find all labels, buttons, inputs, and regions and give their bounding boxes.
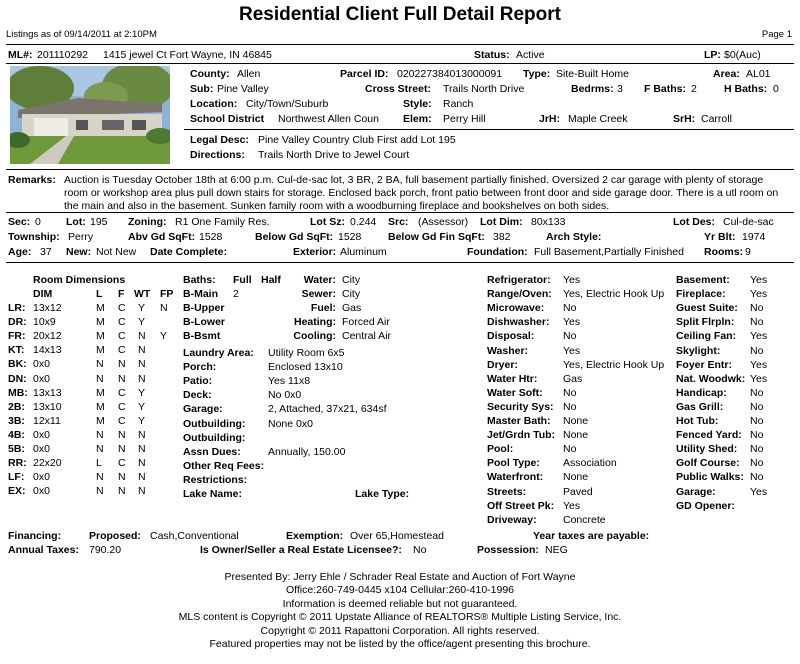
appliance-label: Washer: (487, 344, 529, 357)
appliance-label: Jet/Grdn Tub: (487, 429, 556, 442)
room-level: M (96, 330, 105, 343)
listings-as-of: Listings as of 09/14/2011 at 2:10PM (6, 29, 157, 40)
utility-value: City (342, 288, 361, 301)
year-taxes-label: Year taxes are payable: (533, 530, 650, 542)
appliance-value: Concrete (563, 513, 606, 526)
room-name: LF: (8, 471, 25, 484)
amenity-value: No (750, 415, 764, 427)
age-value: 37 (40, 246, 52, 258)
room-level: L (96, 457, 102, 470)
room-dim: 13x13 (33, 386, 62, 399)
utility-label: Heating: (294, 316, 336, 329)
mls-copyright: MLS content is Copyright © 2011 Upstate Alliance of REALTORS® Multiple Listing Service, Inc. (178, 611, 622, 624)
srh-value: Carroll (701, 113, 732, 125)
amenity-value: Yes (750, 485, 768, 498)
type-label: Type: (523, 68, 551, 80)
listing-address: 1415 jewel Ct Fort Wayne, IN 46845 (103, 49, 272, 61)
zoning-value: R1 One Family Res. (175, 216, 270, 228)
lot-value: 195 (90, 216, 108, 228)
appliance-value: Yes (563, 316, 581, 329)
room-floor: N (118, 428, 126, 441)
amenity-label: Golf Course: (676, 457, 740, 470)
amenity-label: Guest Suite: (676, 302, 738, 315)
lot-size-label: Lot Sz: (310, 216, 345, 228)
room-floor: C (118, 316, 126, 329)
disclaimer: Information is deemed reliable but not guaranteed. (282, 597, 518, 610)
style-value: Ranch (443, 98, 474, 110)
feature-label: Other Req Fees: (183, 459, 265, 472)
report-title: Residential Client Full Detail Report (239, 4, 561, 25)
amenity-label: Skylight: (676, 344, 721, 357)
parcel-value: 020227384013000091 (397, 68, 503, 80)
financing-label: Financing: (8, 530, 62, 542)
room-dim: 13x12 (33, 302, 62, 314)
room-floor: C (118, 386, 126, 399)
directions-value: Trails North Drive to Jewel Court (258, 149, 410, 161)
room-level: M (96, 316, 105, 329)
fbaths-value: 2 (691, 83, 697, 95)
sec-label: Sec: (8, 216, 31, 228)
jrh-value: Maple Creek (568, 113, 628, 125)
appliance-value: Association (563, 457, 617, 470)
below-gd-sqft-value: 1528 (338, 231, 362, 243)
room-level: N (96, 358, 104, 371)
room-name: DR: (8, 316, 27, 329)
amenity-label: Utility Shed: (676, 443, 738, 456)
room-dim: 0x0 (33, 485, 50, 498)
feature-value: Annually, 150.00 (268, 445, 346, 458)
b-bsmt-label: B-Bsmt (183, 330, 221, 342)
featured-disclaimer: Featured properties may not be listed by the office/agent presenting this brochure. (209, 638, 591, 651)
lot-dim-value: 80x133 (531, 216, 566, 228)
amenity-value: No (750, 429, 764, 442)
room-fp: N (160, 302, 168, 314)
sub-label: Sub: (190, 83, 214, 95)
room-wt: N (138, 485, 146, 498)
room-level: M (96, 400, 105, 413)
remarks-line-2: room or workshop area plus pull down stairs for storage. Enclosed back porch, front patio between front door and side garage door. There is a utl room on (64, 187, 779, 199)
area-label: Area: (713, 68, 740, 80)
room-dim: 13x10 (33, 400, 62, 413)
room-level: N (96, 485, 104, 498)
appliance-label: Refrigerator: (487, 274, 551, 286)
remarks-line-1: Auction is Tuesday October 18th at 6:00 p.m. Cul-de-sac lot, 3 BR, 2 BA, full basement partially finished. Oversized 2 car garage with plenty of storage (64, 174, 764, 186)
utility-label: Sewer: (301, 288, 336, 301)
abv-gd-sqft-label: Abv Gd SqFt: (128, 231, 196, 243)
township-value: Perry (68, 231, 94, 243)
room-wt: N (138, 330, 146, 343)
zoning-label: Zoning: (128, 216, 167, 228)
parcel-label: Parcel ID: (340, 68, 389, 80)
srh-label: SrH: (673, 113, 696, 125)
amenity-label: Gas Grill: (676, 400, 724, 413)
elem-value: Perry Hill (443, 113, 486, 125)
feature-label: Garage: (183, 403, 223, 416)
appliance-label: Master Bath: (487, 415, 551, 427)
amenity-value: No (750, 400, 764, 413)
exemption-value: Over 65,Homestead (350, 530, 444, 542)
house-photo-image (10, 66, 170, 164)
exterior-label: Exterior: (293, 246, 337, 258)
room-floor: N (118, 485, 126, 498)
feature-label: Deck: (183, 389, 212, 402)
room-dim-header: DIM (33, 288, 53, 300)
possession-label: Possession: (477, 544, 539, 556)
room-floor: C (118, 457, 126, 470)
arch-style-label: Arch Style: (546, 231, 602, 243)
lot-dim-label: Lot Dim: (480, 216, 523, 228)
type-value: Site-Built Home (556, 68, 629, 80)
location-value: City/Town/Suburb (246, 98, 329, 110)
amenity-label: Fenced Yard: (676, 429, 742, 442)
amenity-label: Public Walks: (676, 471, 744, 484)
src-value: (Assessor) (418, 216, 469, 228)
licensee-label: Is Owner/Seller a Real Estate Licensee?: (200, 544, 402, 556)
room-dimensions-title: Room Dimensions (33, 274, 126, 286)
room-name: DN: (8, 372, 27, 385)
room-name: MB: (8, 386, 28, 399)
utility-value: Forced Air (342, 316, 390, 329)
utility-value: City (342, 274, 361, 286)
amenity-label: Garage: (676, 485, 716, 498)
new-value: Not New (96, 246, 137, 258)
baths-header: Baths: (183, 274, 216, 286)
b-lower-label: B-Lower (183, 316, 225, 328)
yr-blt-label: Yr Blt: (704, 231, 736, 243)
appliance-label: Security Sys: (487, 400, 554, 413)
room-dim: 0x0 (33, 428, 50, 441)
room-level: N (96, 428, 104, 441)
lake-type-label: Lake Type: (355, 488, 410, 500)
room-name: KT: (8, 344, 25, 357)
appliance-label: Pool: (487, 443, 514, 456)
room-level: M (96, 344, 105, 357)
room-dim: 0x0 (33, 358, 50, 371)
feature-label: Porch: (183, 361, 217, 374)
appliance-value: Gas (563, 372, 583, 385)
b-main-full: 2 (233, 288, 239, 300)
utility-label: Cooling: (293, 330, 336, 343)
appliance-value: No (563, 443, 577, 456)
room-wt-header: WT (134, 288, 151, 300)
room-level: N (96, 471, 104, 484)
feature-value: 2, Attached, 37x21, 634sf (268, 403, 387, 416)
amenity-value: Yes (750, 330, 768, 343)
room-fp-header: FP (160, 288, 174, 300)
appliance-label: Water Soft: (487, 386, 543, 399)
baths-full-header: Full (233, 274, 252, 286)
abv-gd-sqft-value: 1528 (199, 231, 223, 243)
room-level-header: L (96, 288, 103, 300)
proposed-label: Proposed: (89, 530, 141, 542)
style-label: Style: (403, 98, 432, 110)
room-wt: Y (138, 316, 146, 329)
amenity-value: Yes (750, 372, 768, 385)
feature-label: Outbuilding: (183, 431, 246, 444)
date-complete-label: Date Complete: (150, 246, 228, 258)
elem-label: Elem: (403, 113, 432, 125)
rooms-label: Rooms: (704, 246, 744, 258)
county-label: County: (190, 68, 230, 80)
below-gd-fin-sqft-value: 382 (493, 231, 511, 243)
appliance-label: Range/Oven: (487, 288, 552, 301)
room-level: N (96, 372, 104, 385)
room-dim: 0x0 (33, 443, 50, 455)
feature-value: Yes 11x8 (268, 375, 311, 388)
cross-street-value: Trails North Drive (443, 83, 525, 95)
lp-value: $0(Auc) (724, 49, 761, 61)
appliance-label: Waterfront: (487, 471, 544, 484)
amenity-label: Foyer Entr: (676, 358, 733, 371)
room-level: M (96, 414, 105, 427)
lot-des-value: Cul-de-sac (723, 216, 774, 228)
utility-value: Gas (342, 302, 362, 315)
yr-blt-value: 1974 (742, 231, 766, 243)
feature-value: Enclosed 13x10 (268, 361, 343, 374)
location-label: Location: (190, 98, 238, 110)
exemption-label: Exemption: (286, 530, 344, 542)
rooms-value: 9 (745, 246, 751, 258)
room-floor: C (118, 302, 126, 314)
b-upper-label: B-Upper (183, 302, 225, 314)
new-label: New: (66, 246, 92, 258)
amenity-label: Split Flrpln: (676, 316, 735, 329)
appliance-value: Yes (563, 344, 581, 357)
room-level: M (96, 386, 105, 399)
room-name: 2B: (8, 400, 25, 413)
amenity-label: GD Opener: (676, 499, 735, 512)
possession-value: NEG (545, 544, 568, 556)
sec-value: 0 (35, 216, 41, 228)
presented-by: Presented By: Jerry Ehle / Schrader Real Estate and Auction of Fort Wayne (224, 571, 576, 583)
appliance-label: Pool Type: (487, 457, 540, 470)
amenity-label: Basement: (676, 274, 730, 286)
feature-value: No 0x0 (268, 389, 302, 402)
room-name: 4B: (8, 428, 25, 441)
room-floor: N (118, 443, 126, 455)
appliance-value: Yes, Electric Hook Up (563, 288, 665, 301)
amenity-label: Handicap: (676, 386, 727, 399)
jrh-label: JrH: (539, 113, 561, 125)
lot-label: Lot: (66, 216, 86, 228)
lp-label: LP: (704, 49, 721, 61)
appliance-value: None (563, 471, 589, 484)
amenity-value: No (750, 457, 764, 470)
sub-value: Pine Valley (217, 83, 269, 95)
appliance-label: Off Street Pk: (487, 499, 555, 512)
amenity-value: No (750, 386, 764, 399)
bedrms-label: Bedrms: (571, 83, 614, 95)
foundation-label: Foundation: (467, 246, 528, 258)
room-name: 3B: (8, 414, 25, 427)
feature-label: Assn Dues: (183, 445, 241, 458)
appliance-value: Yes (563, 274, 581, 286)
property-photo (10, 66, 170, 164)
feature-value: None 0x0 (268, 417, 313, 430)
area-value: AL01 (746, 68, 771, 80)
room-level: N (96, 443, 104, 455)
legal-desc-label: Legal Desc: (190, 134, 249, 146)
amenity-value: No (750, 471, 764, 484)
room-name: RR: (8, 457, 27, 470)
feature-label: Patio: (183, 375, 213, 388)
appliance-value: Paved (563, 485, 593, 498)
room-wt: N (138, 428, 146, 441)
room-dim: 0x0 (33, 372, 50, 385)
room-floor: N (118, 372, 126, 385)
feature-label: Laundry Area: (183, 347, 254, 359)
feature-label: Restrictions: (183, 473, 248, 486)
school-district-value: Northwest Allen Coun (278, 113, 379, 125)
cross-street-label: Cross Street: (365, 83, 431, 95)
appliance-label: Dishwasher: (487, 316, 550, 329)
below-gd-fin-sqft-label: Below Gd Fin SqFt: (388, 231, 485, 243)
amenity-label: Fireplace: (676, 288, 726, 301)
room-dim: 10x9 (33, 316, 56, 329)
bedrms-value: 3 (617, 83, 623, 95)
utility-value: Central Air (342, 330, 392, 343)
foundation-value: Full Basement,Partially Finished (534, 246, 684, 258)
room-wt: Y (138, 414, 146, 427)
lot-des-label: Lot Des: (673, 216, 715, 228)
status-value: Active (516, 49, 545, 61)
room-wt: N (138, 344, 146, 357)
remarks-label: Remarks: (8, 174, 56, 186)
utility-label: Fuel: (310, 302, 336, 315)
room-wt: N (138, 443, 146, 455)
room-floor: C (118, 414, 126, 427)
room-wt: N (138, 372, 146, 385)
amenity-label: Ceiling Fan: (676, 330, 737, 343)
appliance-label: Dryer: (487, 358, 518, 371)
appliance-label: Streets: (487, 485, 527, 498)
contact-phones: Office:260-749-0445 x104 Cellular:260-410-1996 (285, 584, 515, 597)
hbaths-value: 0 (773, 83, 779, 95)
annual-taxes-label: Annual Taxes: (8, 544, 79, 556)
below-gd-sqft-label: Below Gd SqFt: (255, 231, 334, 243)
feature-label: Outbuilding: (183, 417, 246, 430)
rapattoni-copyright: Copyright © 2011 Rapattoni Corporation. All rights reserved. (260, 624, 540, 637)
room-fp: Y (160, 330, 168, 343)
appliance-label: Disposal: (487, 330, 535, 343)
appliance-value: Yes (563, 499, 581, 512)
township-label: Township: (8, 231, 60, 243)
appliance-value: No (563, 400, 577, 413)
room-name: BK: (8, 358, 27, 371)
room-floor: C (118, 330, 126, 343)
room-wt: N (138, 358, 146, 371)
amenity-label: Hot Tub: (676, 415, 719, 427)
utility-label: Water: (303, 274, 336, 286)
appliance-value: Yes, Electric Hook Up (563, 358, 665, 371)
proposed-value: Cash,Conventional (150, 530, 239, 542)
room-dim: 14x13 (33, 344, 62, 357)
amenity-label: Nat. Woodwk: (676, 372, 746, 385)
room-level: M (96, 302, 105, 314)
feature-value: Utility Room 6x5 (268, 347, 345, 359)
room-floor: C (118, 400, 126, 413)
feature-label: Lake Name: (183, 488, 242, 500)
amenity-value: No (750, 344, 764, 357)
room-floor: C (118, 344, 126, 357)
status-label: Status: (474, 49, 510, 61)
age-label: Age: (8, 246, 32, 258)
room-wt: N (138, 457, 146, 470)
room-name: FR: (8, 330, 26, 343)
appliance-value: None (563, 429, 589, 442)
appliance-label: Water Htr: (487, 372, 538, 385)
ml-number: 201110292 (37, 49, 88, 61)
licensee-value: No (413, 544, 427, 556)
fbaths-label: F Baths: (644, 83, 686, 95)
room-wt: N (138, 471, 146, 484)
lot-size-value: 0.244 (350, 216, 377, 228)
appliance-value: No (563, 386, 577, 399)
amenity-value: No (750, 302, 764, 315)
appliance-value: No (563, 302, 577, 315)
amenity-value: No (750, 443, 764, 456)
room-floor: N (118, 358, 126, 371)
room-wt: Y (138, 400, 146, 413)
room-dim: 0x0 (33, 471, 50, 484)
baths-half-header: Half (261, 274, 281, 286)
amenity-value: Yes (750, 274, 768, 286)
amenity-value: Yes (750, 358, 768, 371)
directions-label: Directions: (190, 149, 245, 161)
page-number: Page 1 (761, 29, 792, 40)
exterior-value: Aluminum (340, 246, 387, 258)
county-value: Allen (237, 68, 261, 80)
room-wt: Y (138, 386, 146, 399)
room-name: LR: (8, 302, 26, 314)
legal-desc-value: Pine Valley Country Club First add Lot 195 (258, 134, 456, 146)
amenity-value: Yes (750, 288, 768, 301)
src-label: Src: (388, 216, 409, 228)
appliance-value: None (563, 415, 589, 427)
amenity-value: No (750, 316, 764, 329)
b-main-label: B-Main (183, 288, 218, 300)
appliance-label: Microwave: (487, 302, 545, 315)
room-dim: 12x11 (33, 414, 61, 427)
hbaths-label: H Baths: (724, 83, 768, 95)
school-district-label: School District (190, 113, 265, 125)
appliance-value: No (563, 330, 577, 343)
annual-taxes-value: 790.20 (89, 544, 122, 556)
appliance-label: Driveway: (487, 513, 537, 526)
ml-label: ML#: (8, 49, 33, 61)
room-floor-header: F (118, 288, 125, 300)
room-dim: 20x12 (33, 330, 62, 343)
room-name: 5B: (8, 443, 25, 455)
room-name: EX: (8, 485, 26, 498)
room-floor: N (118, 471, 126, 484)
room-dim: 22x20 (33, 457, 62, 470)
remarks-line-3: the main and also in the basement. Sunken family room with a woodburning fireplace and bookshelves on both sides. (64, 200, 610, 212)
room-wt: Y (138, 302, 146, 314)
